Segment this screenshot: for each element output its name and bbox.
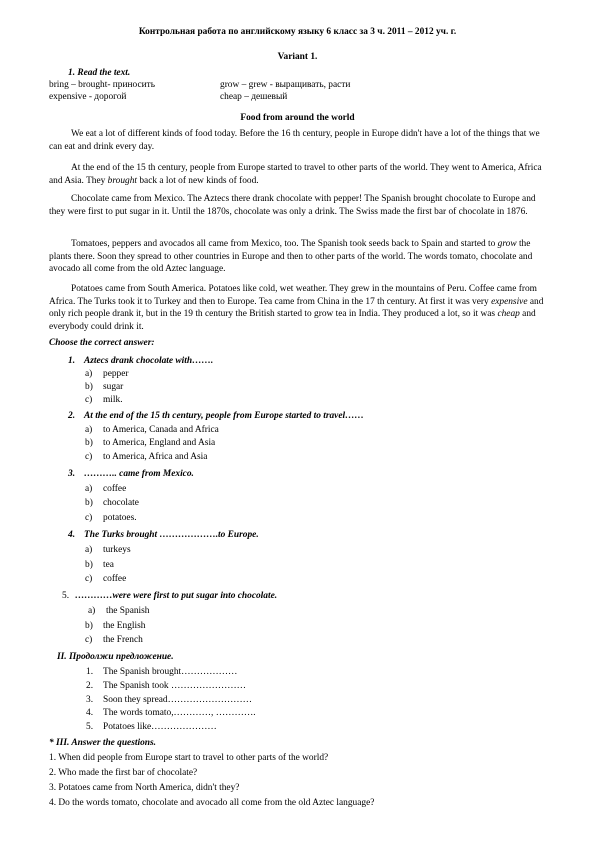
q1-option-c[interactable]: milk. [103,395,123,405]
q3-option-a[interactable]: coffee [103,484,127,494]
paragraph-1 [49,128,549,153]
section1-heading: 1. Read the text. [68,68,131,78]
q3-option-c[interactable]: potatoes. [103,513,137,523]
vocab-right-2: cheap – дешевый [220,92,288,102]
q1-option-a[interactable]: pepper [103,369,129,379]
section3-heading: * III. Answer the questions. [49,738,156,748]
paragraph-5-italic-word-2: cheap [497,309,520,319]
q5-option-a-letter: a) [88,606,96,616]
q4-option-b-letter: b) [85,560,93,570]
q5-option-c-letter: c) [85,635,93,645]
section2-item-4-number: 4. [86,708,94,718]
vocab-right-1: grow – grew - выращивать, расти [220,80,351,90]
paragraph-5-text-a: Potatoes came from South America. Potatoes like cold, wet weather. They grew in the mountains of Peru. Coffee came from Africa. The Turks took it to Turkey and then to Europe. Tea came from China in the 17 th century. At first it was very [49,284,537,307]
q1-option-b[interactable]: sugar [103,382,124,392]
q2-option-b[interactable]: to America, England and Asia [103,438,216,448]
vocab-left-2: expensive - дорогой [49,92,127,102]
question-4-text: The Turks brought ……………….to Europe. [84,530,259,540]
section2-item-2-number: 2. [86,681,94,691]
q2-option-a[interactable]: to America, Canada and Africa [103,425,219,435]
paragraph-2 [49,162,549,187]
q1-option-c-letter: c) [85,395,93,405]
question-3-text: ……….. came from Mexico. [84,469,194,479]
question-3-number: 3. [68,469,76,479]
section2-item-3[interactable]: Soon they spread……………………… [103,695,252,705]
question-5-text: …………were were first to put sugar into chocolate. [75,591,278,601]
section2-item-5-number: 5. [86,722,94,732]
section3-question-2: 2. Who made the first bar of chocolate? [49,768,198,778]
section2-item-1[interactable]: The Spanish brought……………… [103,667,238,677]
vocab-left-1: bring – brought- приносить [49,80,156,90]
q5-option-b[interactable]: the English [103,621,146,631]
q2-option-c-letter: c) [85,452,93,462]
q5-option-c[interactable]: the French [103,635,143,645]
paragraph-2-text-b: back a lot of new kinds of food. [137,175,259,186]
paragraph-1-text: We eat a lot of different kinds of food today. Before the 16 th century, people in Europe didn't have a lot of the things that we can eat and drink every day. [49,129,540,152]
q2-option-c[interactable]: to America, Africa and Asia [103,452,208,462]
paragraph-5-text-c: and everybody could drink it. [49,309,536,332]
q4-option-c[interactable]: coffee [103,574,127,584]
choose-heading: Choose the correct answer: [49,338,155,348]
paragraph-5 [49,283,549,333]
paragraph-4-text-a: Tomatoes, peppers and avocados all came from Mexico, too. The Spanish took seeds back to Spain and started to [71,239,498,249]
q3-option-c-letter: c) [85,513,93,523]
section2-item-2[interactable]: The Spanish took …………………… [103,681,246,691]
paragraph-3-text: Chocolate came from Mexico. The Aztecs there drank chocolate with pepper! The Spanish brought chocolate to Europe and they were first to put sugar in it. Until the 1870s, chocolate was only a drink. The Swiss made the first bar of chocolate in 1876. [49,194,536,217]
q3-option-a-letter: a) [85,484,93,494]
q5-option-b-letter: b) [85,621,93,631]
section3-question-3: 3. Potatoes came from North America, didn't they? [49,783,240,793]
paragraph-4-italic-word: grow [497,239,517,249]
worksheet-title: Контрольная работа по английскому языку 6 класс за 3 ч. 2011 – 2012 уч. г. [138,27,457,37]
paragraph-4-text-b: the plants there. Soon they spread to other countries in Europe and then to other parts of the world. The words tomato, chocolate and avocado all come from the old Aztec language. [49,239,533,274]
question-1-number: 1. [68,356,76,366]
section3-question-4: 4. Do the words tomato, chocolate and avocado all come from the old Aztec language? [49,798,375,808]
q4-option-a-letter: a) [85,545,93,555]
q2-option-b-letter: b) [85,438,93,448]
question-4-number: 4. [68,530,76,540]
paragraph-4 [49,238,549,276]
variant-label: Variant 1. [277,52,318,62]
paragraph-2-italic-word: brought [107,175,138,186]
q3-option-b-letter: b) [85,498,93,508]
text-title: Food from around the world [240,113,355,123]
paragraph-2-text-a: At the end of the 15 th century, people from Europe started to travel to other parts of the world. They went to America, Africa and Asia. They [49,163,542,186]
section2-item-5[interactable]: Potatoes like………………… [103,722,217,732]
q4-option-a[interactable]: turkeys [103,545,131,555]
section3-question-1: 1. When did people from Europe start to travel to other parts of the world? [49,753,329,763]
question-1-text: Aztecs drank chocolate with……. [84,356,214,366]
q5-option-a[interactable]: the Spanish [106,606,150,616]
section2-item-4[interactable]: The words tomato,…………, …………. [103,708,256,718]
q3-option-b[interactable]: chocolate [103,498,139,508]
question-2-text: At the end of the 15 th century, people from Europe started to travel…… [84,411,364,421]
section2-item-1-number: 1. [86,667,94,677]
paragraph-5-text-b: and only rich people drank it, but in the 19 th century the British started to grow tea in India. They produced a lot, so it was [49,296,544,319]
section2-item-3-number: 3. [86,695,94,705]
q1-option-a-letter: a) [85,369,93,379]
q4-option-c-letter: c) [85,574,93,584]
q4-option-b[interactable]: tea [103,560,114,570]
paragraph-5-italic-word-1: expensive [491,296,528,307]
section2-heading: II. Продолжи предложение. [57,652,174,662]
q1-option-b-letter: b) [85,382,93,392]
question-2-number: 2. [68,411,76,421]
paragraph-3 [49,193,549,218]
q2-option-a-letter: a) [85,425,93,435]
question-5-number: 5. [62,591,70,601]
